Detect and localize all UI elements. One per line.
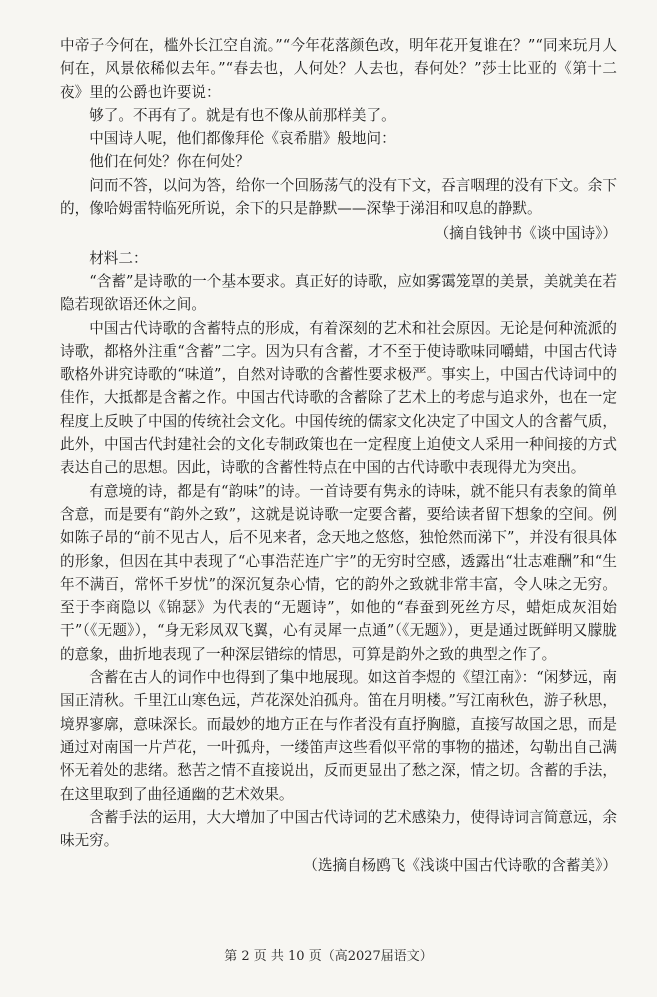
paragraph-hanxu-intro: “含蓄”是诗歌的一个基本要求。真正好的诗歌，应如雾霭笼罩的美景，美就美在若隐若现欲语还休之间。	[60, 272, 617, 314]
source-citation-1: （摘自钱钟书《谈中国诗》）	[434, 225, 617, 243]
paragraph-chinese-poets: 中国诗人呢，他们都像拜伦《哀希腊》般地问：	[89, 130, 396, 148]
paragraph-where-are-they: 他们在何处？你在何处？	[89, 153, 250, 171]
paragraph-enough: 够了。不再有了。就是有也不像从前那样美了。	[89, 106, 396, 124]
source-citation-2: （选摘自杨鸥飞《浅谈中国古代诗歌的含蓄美》）	[303, 857, 617, 875]
paragraph-hanxu-reasons: 中国古代诗歌的含蓄特点的形成，有着深刻的艺术和社会原因。无论是何种流派的诗歌，都格外注重“含蓄”二字。因为只有含蓄，才不至于使诗歌味同嚼蜡，中国古代诗歌格外讲究诗歌的“味道”，自然对诗歌的含蓄性要求极严。事实上，中国古代诗词中的佳作，大抵都是含蓄之作。中国古代诗歌的含蓄除了艺术上的考虑与追求外，也在一定程度上反映了中国的传统社会文化。中国传统的儒家文化决定了中国文人的含蓄气质，此外，中国古代封建社会的文化专制政策也在一定程度上迫使文人采用一种间接的方式表达自己的思想。因此，诗歌的含蓄性特点在中国的古代诗歌中表现得尤为突出。	[60, 319, 617, 477]
page-footer: 第 2 页 共 10 页（高2027届语文）	[224, 949, 433, 964]
paragraph-yunwei: 有意境的诗，都是有“韵味”的诗。一首诗要有隽永的诗味，就不能只有表象的简单含意，而是要有“韵外之致”，这就是说诗歌一定要含蓄，要给读者留下想象的空间。例如陈子昂的“前不见古人，后不见来者，念天地之悠悠，独怆然而涕下”，并没有很具体的形象，但因在其中表现了“心事浩茫连广宇”的无穷时空感，透露出“壮志难酬”和“生年不满百，常怀千岁忧”的深沉复杂心情，它的韵外之致就非常丰富，令人味之无穷。至于李商隐以《锦瑟》为代表的“无题诗”，如他的“春蚕到死丝方尽，蜡炬成灰泪始干”（《无题》），“身无彩凤双飞翼，心有灵犀一点通”（《无题》），更是通过既鲜明又朦胧的意象，曲折地表现了一种深层错综的情思，可算是韵外之致的典型之作了。	[60, 482, 617, 663]
paragraph-conclusion: 含蓄手法的运用，大大增加了中国古代诗词的艺术感染力，使得诗词言简意远，余味无穷。	[60, 808, 617, 850]
material-two-heading: 材料二：	[89, 249, 148, 267]
paragraph-question-no-answer: 问而不答，以问为答，给你一个回肠荡气的没有下文，吞言咽理的没有下文。余下的，像哈姆雷特临死所说，余下的只是静默——深挚于涕泪和叹息的静默。	[60, 176, 617, 218]
paragraph-li-yu: 含蓄在古人的词作中也得到了集中地展现。如这首李煜的《望江南》：“闲梦远，南国正清秋。千里江山寒色远，芦花深处泊孤舟。笛在月明楼。”写江南秋色，游子秋思，境界寥廓，意味深长。而最妙的地方正在与作者没有直抒胸臆，直接写故国之思，而是通过对南国一片芦花，一叶孤舟，一缕笛声这些看似平常的事物的描述，勾勒出自己满怀无着处的悲绪。愁苦之情不直接说出，反而更显出了愁之深，情之切。含蓄的手法，在这里取到了曲径通幽的艺术效果。	[60, 669, 617, 803]
paragraph-continuation: 中帝子今何在，槛外长江空自流。”“今年花落颜色改，明年花开复谁在？”“同来玩月人何在，风景依稀似去年。”“春去也，人何处？人去也，春何处？”莎士比亚的《第十二夜》里的公爵也许要说：	[60, 37, 617, 101]
